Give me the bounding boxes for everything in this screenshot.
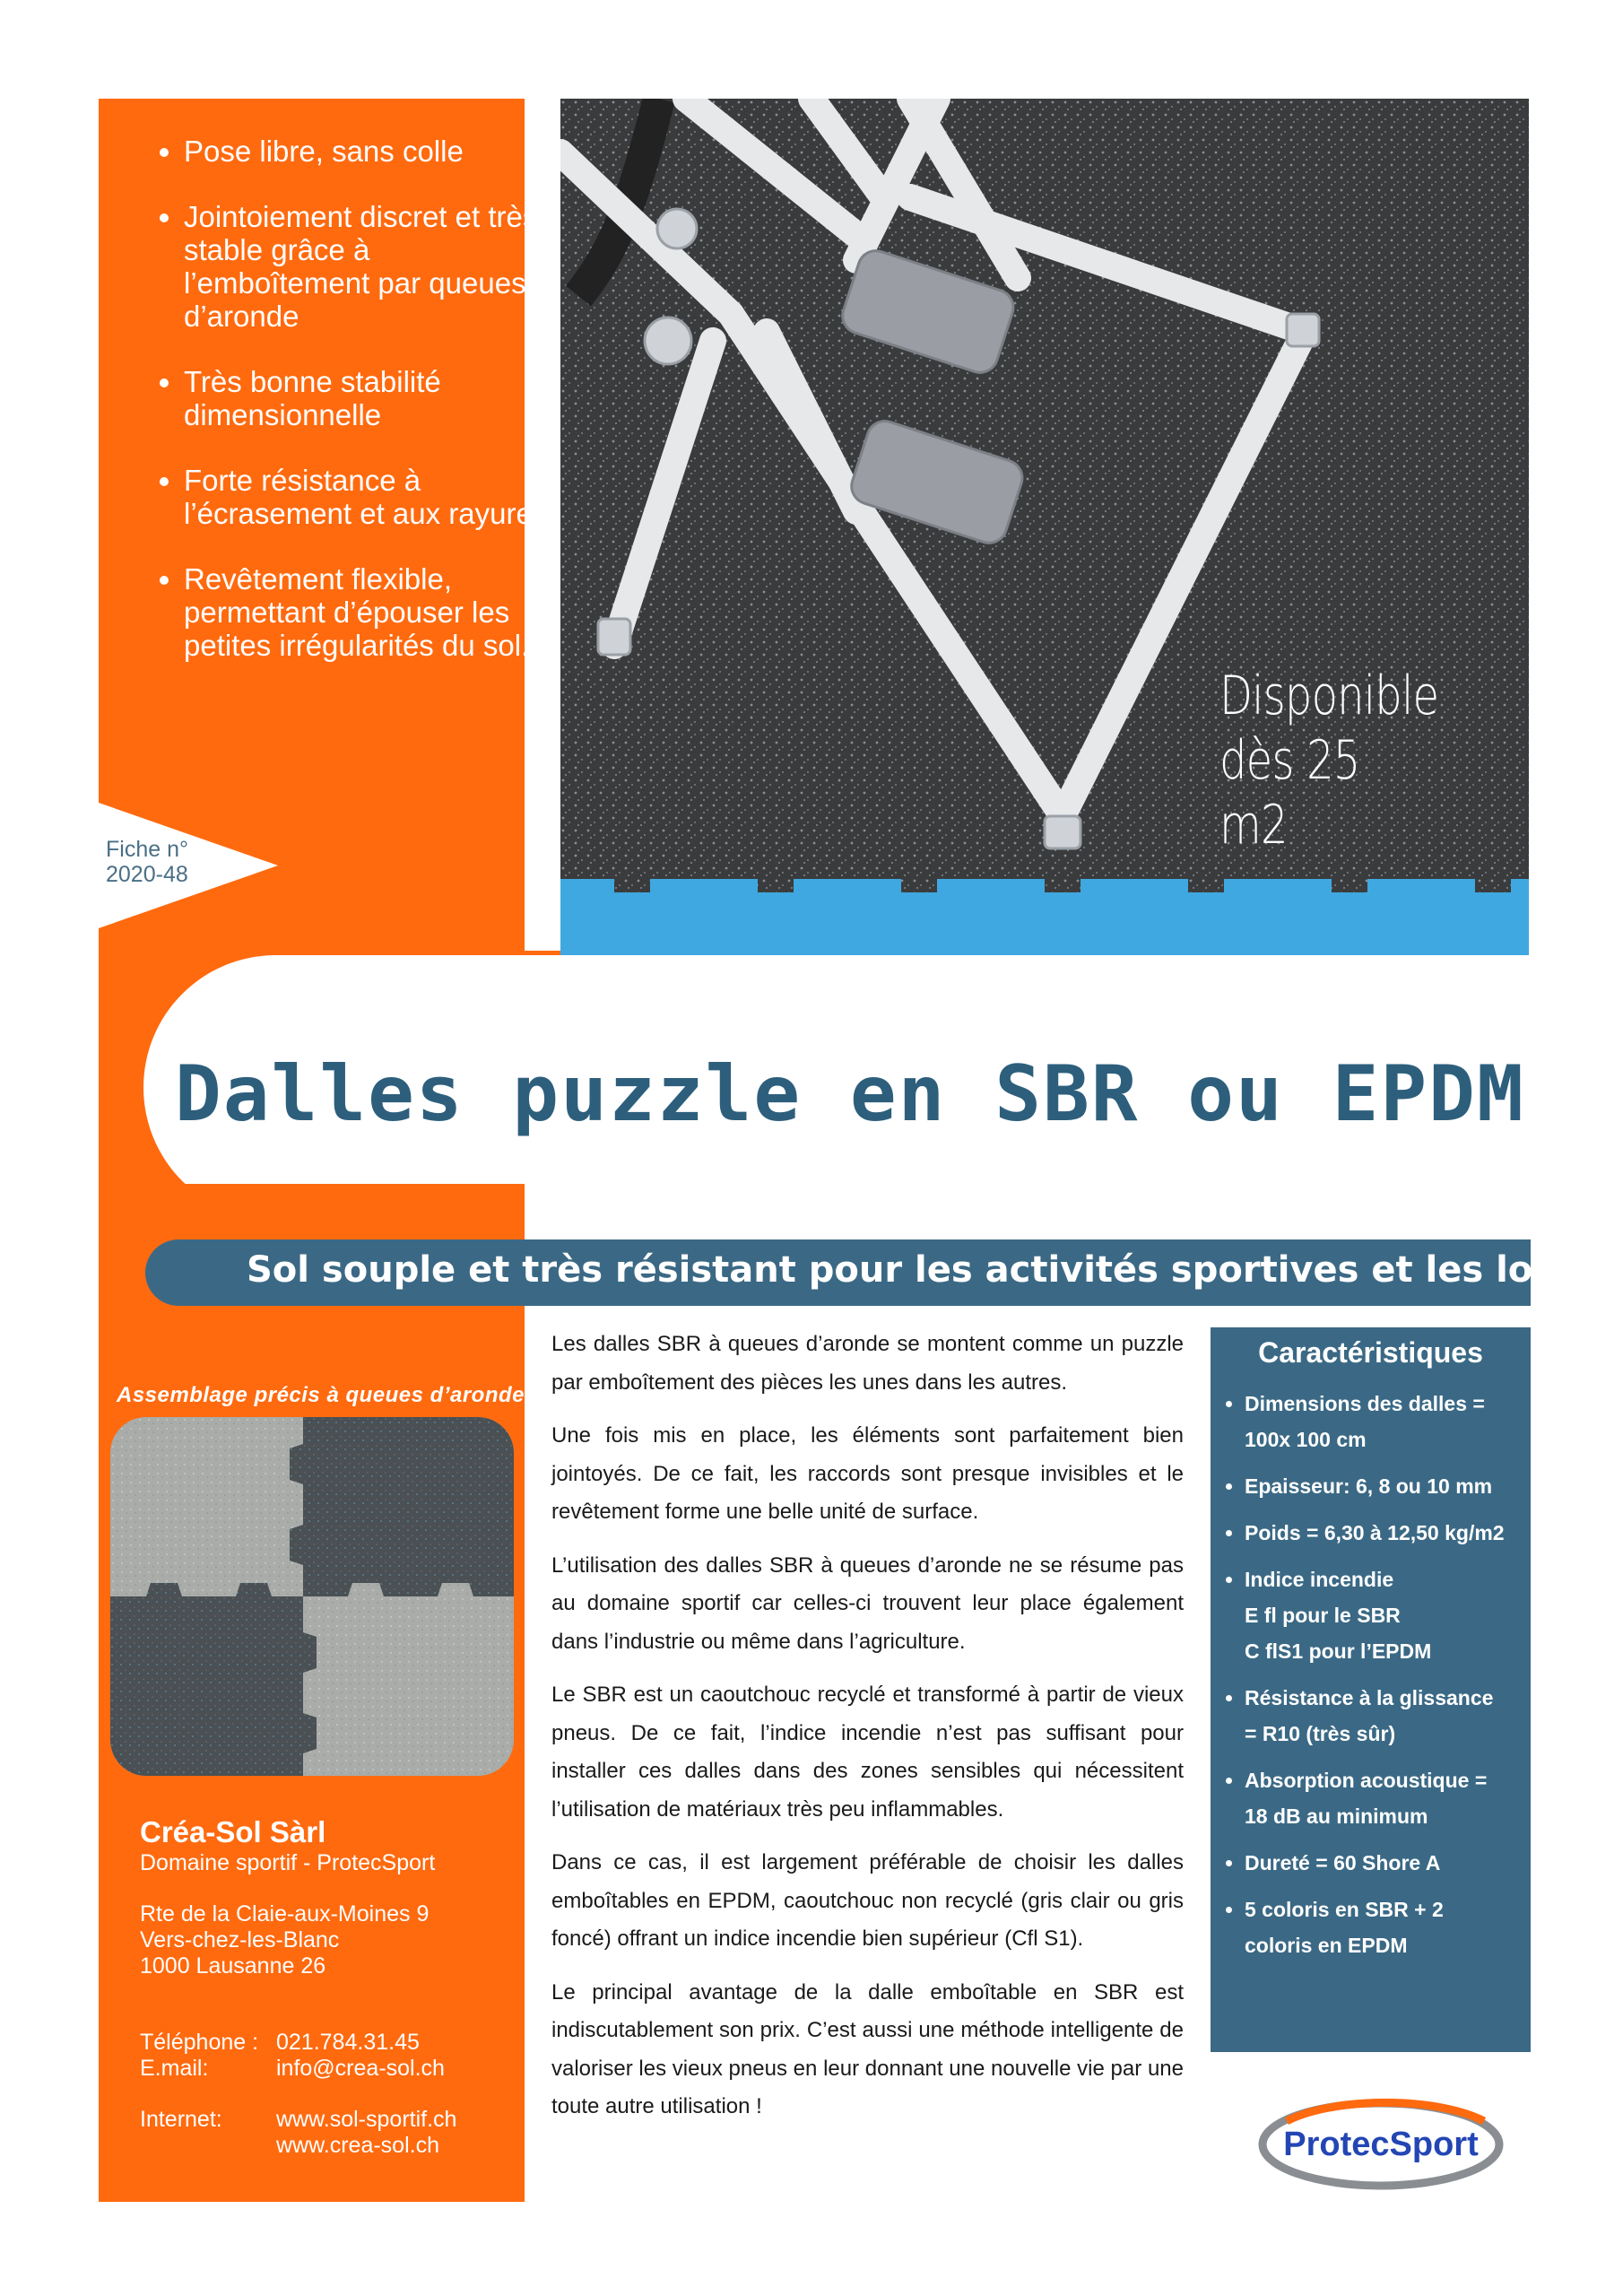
fiche-number: [106, 837, 231, 887]
assembly-caption: Assemblage précis à queues d’aronde: [117, 1383, 525, 1407]
feature-item: • Pose libre, sans colle: [184, 135, 551, 168]
characteristic-line: • 5 coloris en SBR + 2: [1245, 1898, 1444, 1921]
address-line: Rte de la Claie-aux-Moines 9: [140, 1901, 430, 1926]
protecsport-logo: [1251, 2085, 1511, 2197]
phone-number[interactable]: 021.784.31.45: [276, 2030, 420, 2055]
internet-label: Internet:: [140, 2107, 222, 2132]
internet-row: [140, 2107, 516, 2159]
characteristics-list: [1211, 1386, 1531, 1963]
logo-text: ProtecSport: [1283, 2126, 1479, 2163]
availability-line1: Disponible: [1219, 665, 1439, 727]
company-name: Créa-Sol Sàrl: [140, 1815, 326, 1848]
email-link[interactable]: info@crea-sol.ch: [276, 2056, 445, 2081]
body-paragraph: L’utilisation des dalles SBR à queues d’aronde ne se résume pas au domaine sportif car celles-ci trouvent leur place également dans l’industrie ou même dans l’agriculture.: [551, 1552, 1184, 1654]
body-paragraph: Les dalles SBR à queues d’aronde se montent comme un puzzle par emboîtement des pièces les unes dans les autres.: [551, 1332, 1184, 1395]
website-link[interactable]: www.crea-sol.ch: [276, 2133, 439, 2158]
website-link[interactable]: www.sol-sportif.ch: [276, 2107, 457, 2132]
page-title: Dalles puzzle en SBR ou EPDM: [175, 1049, 1525, 1139]
characteristic-line: E fl pour le SBR: [1245, 1604, 1401, 1627]
characteristic-line: • Epaisseur: 6, 8 ou 10 mm: [1245, 1474, 1493, 1498]
body-paragraph: Une fois mis en place, les éléments sont parfaitement bien jointoyés. De ce fait, les raccords sont presque invisibles et le revêtement forme une belle unité de surface.: [551, 1423, 1184, 1524]
body-text: [551, 1326, 1184, 2142]
characteristic-line: • Résistance à la glissance: [1245, 1686, 1494, 1709]
characteristic-item: [1245, 1468, 1531, 1504]
phone-row: [140, 2030, 516, 2056]
dovetail-tiles-photo: [110, 1417, 514, 1776]
feature-item: • Jointoiement discret et très stable grâce à l’emboîtement par queues d’aronde: [184, 200, 551, 333]
fiche-label: Fiche n°: [106, 837, 188, 862]
company-division: Domaine sportif - ProtecSport: [140, 1850, 436, 1875]
characteristic-line: 100x 100 cm: [1245, 1428, 1367, 1451]
characteristic-item: [1245, 1845, 1531, 1881]
company-info: [140, 1814, 516, 2159]
characteristic-line: C flS1 pour l’EPDM: [1245, 1639, 1432, 1663]
subtitle: Sol souple et très résistant pour les activités sportives et les loisirs: [247, 1249, 1619, 1291]
body-paragraph: Le principal avantage de la dalle emboîtable en SBR est indiscutablement son prix. C’est aussi une méthode intelligente de valoriser les vieux pneus en leur donnant une nouvelle vie par une toute autre utilisation !: [551, 1979, 1184, 2118]
feature-list: [139, 135, 551, 694]
feature-item: • Revêtement flexible, permettant d’épouser les petites irrégularités du sol.: [184, 562, 551, 662]
address-line: Vers-chez-les-Blanc: [140, 1927, 340, 1952]
characteristic-item: [1245, 1515, 1531, 1551]
email-label: E.mail:: [140, 2056, 209, 2081]
characteristics-title: Caractéristiques: [1258, 1336, 1483, 1369]
characteristics-box: [1211, 1327, 1531, 2052]
body-paragraph: Le SBR est un caoutchouc recyclé et transformé à partir de vieux pneus. De ce fait, l’indice incendie n’est pas suffisant pour installer ces dalles dans des zones sensibles qui nécessitent l’utilisation de matériaux très peu inflammables.: [551, 1683, 1184, 1822]
characteristic-line: • Dimensions des dalles =: [1245, 1392, 1485, 1415]
characteristic-item: [1245, 1892, 1531, 1963]
characteristic-line: 18 dB au minimum: [1245, 1805, 1428, 1828]
availability-line2: dès 25 m2: [1219, 729, 1360, 857]
email-row: [140, 2056, 516, 2082]
availability-badge: [1219, 664, 1439, 857]
characteristic-line: • Absorption acoustique =: [1245, 1769, 1488, 1792]
characteristic-item: [1245, 1762, 1531, 1834]
body-paragraph: Dans ce cas, il est largement préférable de choisir les dalles emboîtables en EPDM, caoutchouc non recyclé (gris clair ou gris foncé) offrant un indice incendie bien supérieur (Cfl S1).: [551, 1850, 1184, 1951]
characteristic-line: • Dureté = 60 Shore A: [1245, 1851, 1441, 1874]
characteristic-line: = R10 (très sûr): [1245, 1722, 1396, 1745]
characteristic-line: • Poids = 6,30 à 12,50 kg/m2: [1245, 1521, 1505, 1544]
feature-item: • Très bonne stabilité dimensionnelle: [184, 365, 551, 431]
address-line: 1000 Lausanne 26: [140, 1953, 326, 1979]
feature-item: • Forte résistance à l’écrasement et aux rayures: [184, 464, 551, 530]
characteristic-item: [1245, 1561, 1531, 1669]
characteristic-line: • Indice incendie: [1245, 1568, 1394, 1591]
phone-label: Téléphone :: [140, 2030, 259, 2055]
characteristic-line: coloris en EPDM: [1245, 1934, 1408, 1957]
fiche-value: 2020-48: [106, 862, 188, 887]
characteristic-item: [1245, 1680, 1531, 1752]
characteristic-item: [1245, 1386, 1531, 1457]
